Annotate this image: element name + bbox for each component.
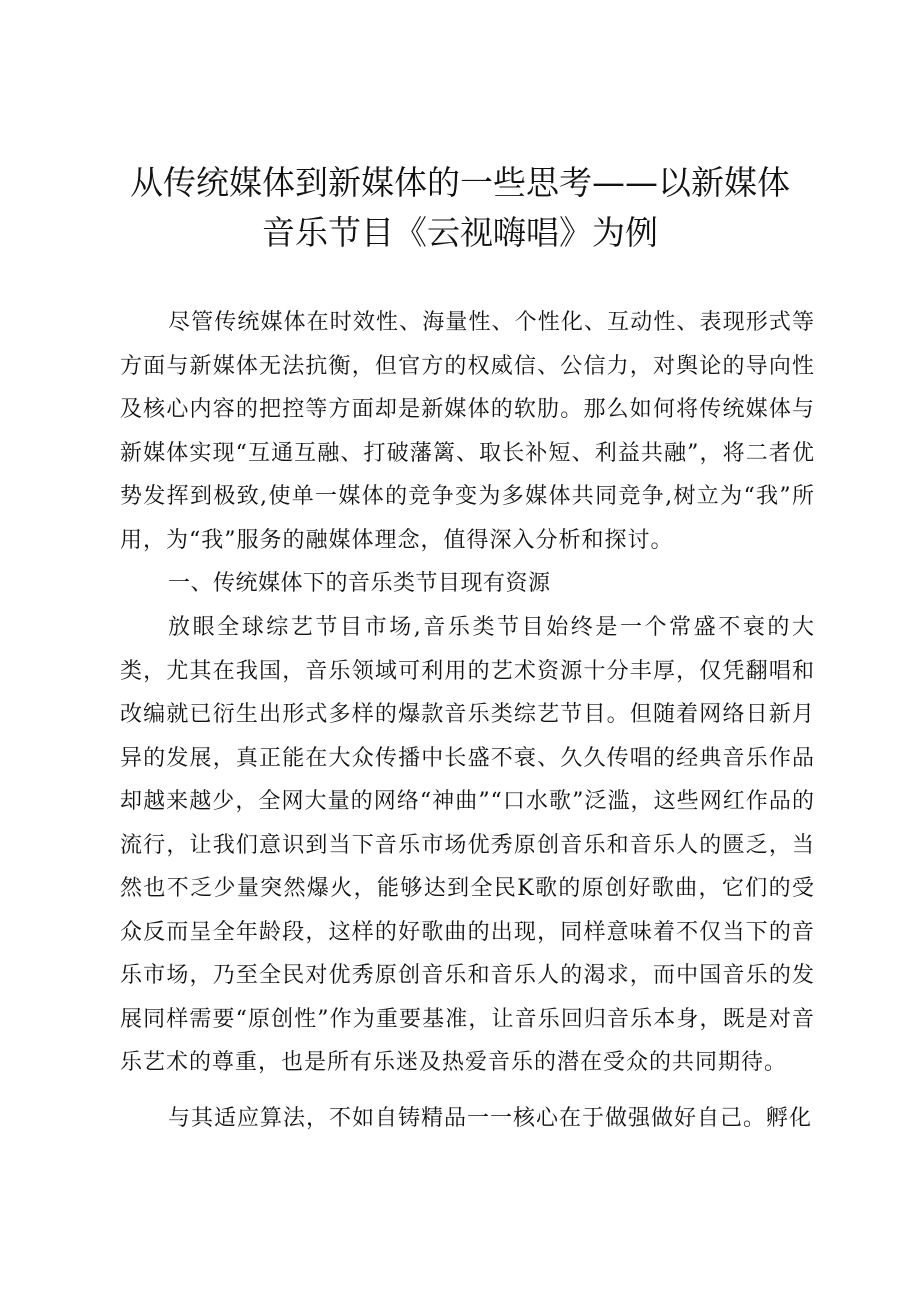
title-line-1: 从传统媒体到新媒体的一些思考——以新媒体: [130, 163, 790, 202]
paragraph-continuation: 与其适应算法，不如自铸精品一一核心在于做强做好自己。孵化: [168, 1105, 813, 1131]
paragraph-music-market: 放眼全球综艺节目市场,音乐类节目始终是一个常盛不衰的大类，尤其在我国，音乐领域可利用的艺术资源十分丰厚，仅凭翻唱和改编就已衍生出形式多样的爆款音乐类综艺节目。但随着网络日新月异的发展，真正能在大众传播中长盛不衰、久久传唱的经典音乐作品却越来越少，全网大量的网络“神曲”“口水歌”泛滥，这些网红作品的流行，让我们意识到当下音乐市场优秀原创音乐和音乐人的匮乏，当然也不乏少量突然爆火，能够达到全民K歌的原创好歌曲，它们的受众反而呈全年龄段，这样的好歌曲的出现，同样意味着不仅当下的音乐市场，乃至全民对优秀原创音乐和音乐人的渴求，而中国音乐的发展同样需要“原创性”作为重要基准，让音乐回归音乐本身，既是对音乐艺术的尊重，也是所有乐迷及热爱音乐的潜在受众的共同期待。: [120, 615, 815, 1075]
document-title: [100, 158, 820, 258]
title-line-2: 音乐节目《云视嗨唱》为例: [262, 213, 658, 252]
paragraph-intro: 尽管传统媒体在时效性、海量性、个性化、互动性、表现形式等方面与新媒体无法抗衡，但官方的权威信、公信力，对舆论的导向性及核心内容的把控等方面却是新媒体的软肋。那么如何将传统媒体与新媒体实现“互通互融、打破藩篱、取长补短、利益共融”，将二者优势发挥到极致,使单一媒体的竞争变为多媒体共同竞争,树立为“我”所用，为“我”服务的融媒体理念，值得深入分析和探讨。: [120, 310, 815, 553]
section-heading: 一、传统媒体下的音乐类节目现有资源: [168, 571, 551, 596]
document-body: [120, 301, 815, 1140]
